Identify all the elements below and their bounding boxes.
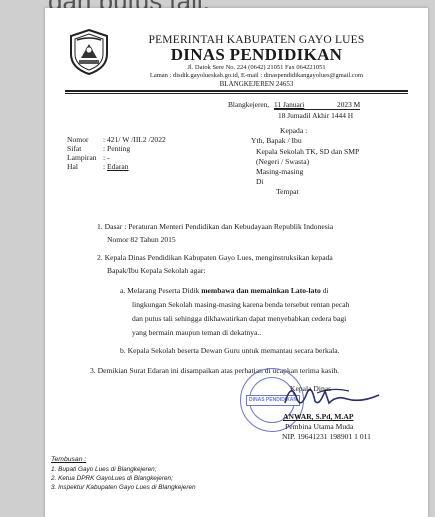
recipient-yth: Yth, Bapak / Ibu [251,136,302,145]
point-2b: b. Kepala Sekolah beserta Dewan Guru untuk memantau secara berkala. [120,346,340,355]
recipient-line3: Masing-masing [256,167,304,176]
point-2a-line3: dan putus tali sehingga dikhawatirkan dapat menyebabkan cedera bagi [132,314,347,323]
point-2a-line2: lingkungan Sekolah masing-masing karena benda tersebut rentan pecah [132,300,350,309]
hal-label: Hal [67,162,78,171]
nomor-value: : 421/ W /III.2 /2022 [103,135,166,144]
recipient-kepada: Kepada : [280,126,308,135]
signature-nip: NIP. 19641231 198901 1 011 [282,432,371,441]
date-hijri: 18 Jumadil Akhir 1444 H [278,111,354,120]
hal-value: : Edaran [103,162,129,171]
recipient-line2: (Negeri / Swasta) [256,157,310,166]
point-1-line2: Nomor 82 Tahun 2015 [107,235,176,244]
tembusan-item: 3. Inspektur Kabupaten Gayo Lues di Blangkejeren [51,484,196,491]
point-1-line1: 1. Dasar : Peraturan Menteri Pendidikan dan Kebudayaan Republik Indonesia [97,222,334,231]
date-masehi: 11 Januari [274,100,305,109]
letterhead-contact: Laman : disdik.gayolueskab.go.id, E-mail : dinaspendidikangayolues@gmail.com [149,72,364,79]
official-stamp-icon: DINAS PENDIDIKAN [240,368,304,432]
signature-name: ANWAR, S.Pd, M.AP [283,412,354,421]
lampiran-value: : - [103,153,110,162]
tembusan-heading: Tembusan : [51,456,87,463]
recipient-di: Di [256,177,264,186]
sifat-value: : Penting [103,144,131,153]
tembusan-item: 1. Bupati Gayo Lues di Blangkejeren; [51,466,157,473]
signature-rank: Pembina Utama Muda [285,422,354,431]
letter-page [45,8,428,517]
sifat-label: Sifat [67,144,82,153]
recipient-line1: Kepala Sekolah TK, SD dan SMP [256,147,360,156]
nomor-label: Nomor [67,135,89,144]
letterhead-office: DINAS PENDIDIKAN [170,45,343,64]
letterhead-rule-thin [65,93,408,94]
point-2-line1: 2. Kepala Dinas Pendidikan Kabupaten Gayo Lues, menginstruksikan kepada [97,253,333,262]
letterhead-government: PEMERINTAH KABUPATEN GAYO LUES [148,34,365,46]
letterhead-city: BLANGKEJEREN 24653 [219,80,294,88]
date-place: Blangkejeren, [228,100,270,109]
point-3: 3. Demikian Surat Edaran ini disampaikan atas perhatian di ucapkan terima kasih. [90,366,340,375]
letterhead-address: Jl. Datok Sere No. 224 (0642) 21051 Fax 064221051 [187,64,326,71]
lampiran-label: Lampiran [67,153,97,162]
point-2a-line1: a. Melarang Peserta Didik membawa dan memainkan Lato-lato di [120,286,329,295]
letterhead-rule [65,90,408,92]
recipient-tempat: Tempat [276,187,299,196]
point-2a-line4: yang bermain maupun teman di dekatnya.. [132,328,262,337]
signature-title: Kepala Dinas [290,384,332,393]
point-2-line2: Bapak/Ibu Kepala Sekolah agar: [107,266,206,275]
date-masehi-year: 2023 M [337,100,361,109]
tembusan-item: 2. Ketua DPRK GayoLues di Blangkejeren; [51,475,173,482]
date-divider [274,109,360,110]
